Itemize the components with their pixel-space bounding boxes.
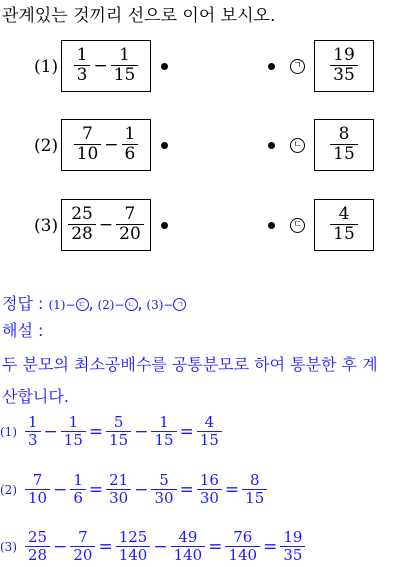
minus-sign: − (104, 135, 119, 155)
numerator: 19 (333, 45, 355, 66)
equals-sign: = (224, 479, 240, 500)
numerator: 7 (124, 204, 136, 225)
fraction (116, 206, 144, 244)
answer-separator: , (88, 294, 94, 313)
numerator: 8 (338, 124, 350, 145)
denominator: 140 (225, 546, 260, 564)
answer-separator: , (137, 294, 143, 313)
explanation-line-2: 산합니다. (2, 387, 69, 406)
right-connect-dot[interactable] (268, 142, 275, 149)
fraction (25, 530, 50, 563)
answer-item-label: (3) (142, 298, 164, 312)
choice-fraction-box (314, 40, 374, 92)
solution-label: (2) (0, 482, 17, 497)
numerator: 1 (28, 413, 38, 431)
answer-prefix: 정답 : (2, 294, 44, 313)
fraction (106, 473, 131, 506)
fraction (122, 126, 139, 164)
denominator: 15 (330, 144, 358, 164)
denominator: 6 (70, 489, 86, 507)
numerator: 4 (204, 413, 215, 431)
problem-expression-box (61, 40, 151, 92)
minus-sign: − (93, 56, 108, 76)
fraction (151, 415, 176, 448)
minus-sign: − (134, 421, 149, 442)
answer-mark: ㄴ (125, 298, 138, 311)
denominator: 15 (61, 431, 86, 449)
equals-sign: = (88, 479, 104, 500)
answer-dash: − (65, 298, 76, 312)
denominator: 140 (171, 546, 206, 564)
minus-sign: − (53, 536, 68, 557)
fraction (111, 47, 139, 85)
denominator: 15 (106, 431, 131, 449)
choice-mark: ㄷ (290, 218, 305, 233)
explanation-line-1: 두 분모의 최소공배수를 공통분모로 하여 통분한 후 계 (2, 355, 378, 374)
left-connect-dot[interactable] (161, 222, 168, 229)
fraction (25, 473, 50, 506)
numerator: 1 (73, 471, 83, 489)
fraction (70, 530, 95, 563)
equals-sign: = (208, 536, 223, 557)
fraction (74, 47, 91, 85)
denominator: 15 (330, 224, 358, 244)
fraction (197, 473, 222, 506)
problem-expression-box (61, 119, 151, 171)
denominator: 20 (70, 546, 95, 564)
answer-dash: − (114, 298, 125, 312)
numerator: 49 (178, 528, 198, 546)
answer-item (143, 294, 187, 313)
question-title: 관계있는 것끼리 선으로 이어 보시오. (2, 6, 276, 26)
answer-item-label: (2) (93, 298, 115, 312)
fraction (70, 473, 86, 506)
numerator: 21 (109, 471, 129, 489)
explanation-heading: 해설 : (2, 321, 44, 340)
answer-item (48, 294, 93, 313)
equals-sign: = (179, 479, 194, 500)
denominator: 30 (151, 489, 176, 507)
numerator: 4 (338, 204, 350, 225)
numerator: 1 (159, 413, 169, 431)
numerator: 7 (32, 471, 43, 489)
numerator: 76 (233, 528, 253, 546)
fraction (330, 47, 358, 85)
fraction (171, 530, 206, 563)
numerator: 7 (78, 528, 88, 546)
problem-label: (3) (34, 216, 59, 236)
denominator: 28 (25, 546, 50, 564)
denominator: 30 (197, 489, 222, 507)
answer-line (2, 291, 186, 314)
solution-row (0, 415, 224, 448)
numerator: 7 (82, 124, 93, 145)
solution-row (0, 473, 269, 506)
numerator: 16 (199, 471, 219, 489)
answer-item (94, 294, 143, 313)
numerator: 8 (249, 471, 260, 489)
answer-dash: − (163, 298, 174, 312)
left-connect-dot[interactable] (161, 142, 168, 149)
problem-label: (2) (34, 136, 59, 156)
problem-expression-box (61, 199, 151, 251)
denominator: 35 (330, 65, 358, 85)
equals-sign: = (88, 421, 104, 442)
fraction (330, 206, 358, 244)
denominator: 10 (25, 489, 50, 507)
fraction (225, 530, 260, 563)
fraction (116, 530, 151, 563)
solution-label: (1) (0, 424, 17, 439)
denominator: 10 (74, 144, 102, 164)
fraction (242, 473, 267, 506)
numerator: 1 (124, 124, 136, 145)
numerator: 5 (113, 413, 124, 431)
equals-sign: = (263, 536, 278, 557)
answer-item-label: (1) (48, 298, 66, 312)
minus-sign: − (134, 479, 149, 500)
denominator: 3 (74, 65, 91, 85)
fraction (68, 206, 96, 244)
numerator: 1 (76, 45, 88, 66)
minus-sign: − (53, 479, 68, 500)
fraction (330, 126, 358, 164)
fraction (61, 415, 86, 448)
denominator: 15 (111, 65, 139, 85)
denominator: 35 (280, 546, 305, 564)
minus-sign: − (153, 536, 168, 557)
denominator: 20 (116, 224, 144, 244)
denominator: 140 (116, 546, 151, 564)
choice-fraction-box (314, 199, 374, 251)
problem-label: (1) (34, 57, 59, 77)
equals-sign: = (179, 421, 194, 442)
minus-sign: − (43, 421, 58, 442)
right-connect-dot[interactable] (268, 222, 275, 229)
numerator: 25 (71, 204, 93, 225)
solution-label: (3) (0, 539, 17, 554)
numerator: 1 (119, 45, 130, 66)
denominator: 6 (122, 144, 139, 164)
answer-mark: ㄷ (76, 298, 89, 311)
equals-sign: = (98, 536, 113, 557)
denominator: 15 (242, 489, 267, 507)
left-connect-dot[interactable] (161, 63, 168, 70)
denominator: 15 (197, 431, 222, 449)
answer-mark: ㄱ (173, 298, 186, 311)
fraction (25, 415, 41, 448)
right-connect-dot[interactable] (268, 63, 275, 70)
solution-row (0, 530, 307, 563)
numerator: 25 (28, 528, 48, 546)
denominator: 3 (25, 431, 41, 449)
fraction (151, 473, 176, 506)
minus-sign: − (98, 215, 114, 235)
choice-mark: ㄱ (290, 59, 305, 74)
fraction (197, 415, 222, 448)
fraction (280, 530, 305, 563)
fraction (106, 415, 131, 448)
choice-fraction-box (314, 119, 374, 171)
denominator: 30 (106, 489, 131, 507)
denominator: 28 (68, 224, 96, 244)
numerator: 125 (118, 528, 148, 546)
choice-mark: ㄴ (290, 138, 305, 153)
numerator: 19 (283, 528, 303, 546)
numerator: 5 (159, 471, 169, 489)
fraction (74, 126, 102, 164)
numerator: 1 (68, 413, 79, 431)
denominator: 15 (151, 431, 176, 449)
